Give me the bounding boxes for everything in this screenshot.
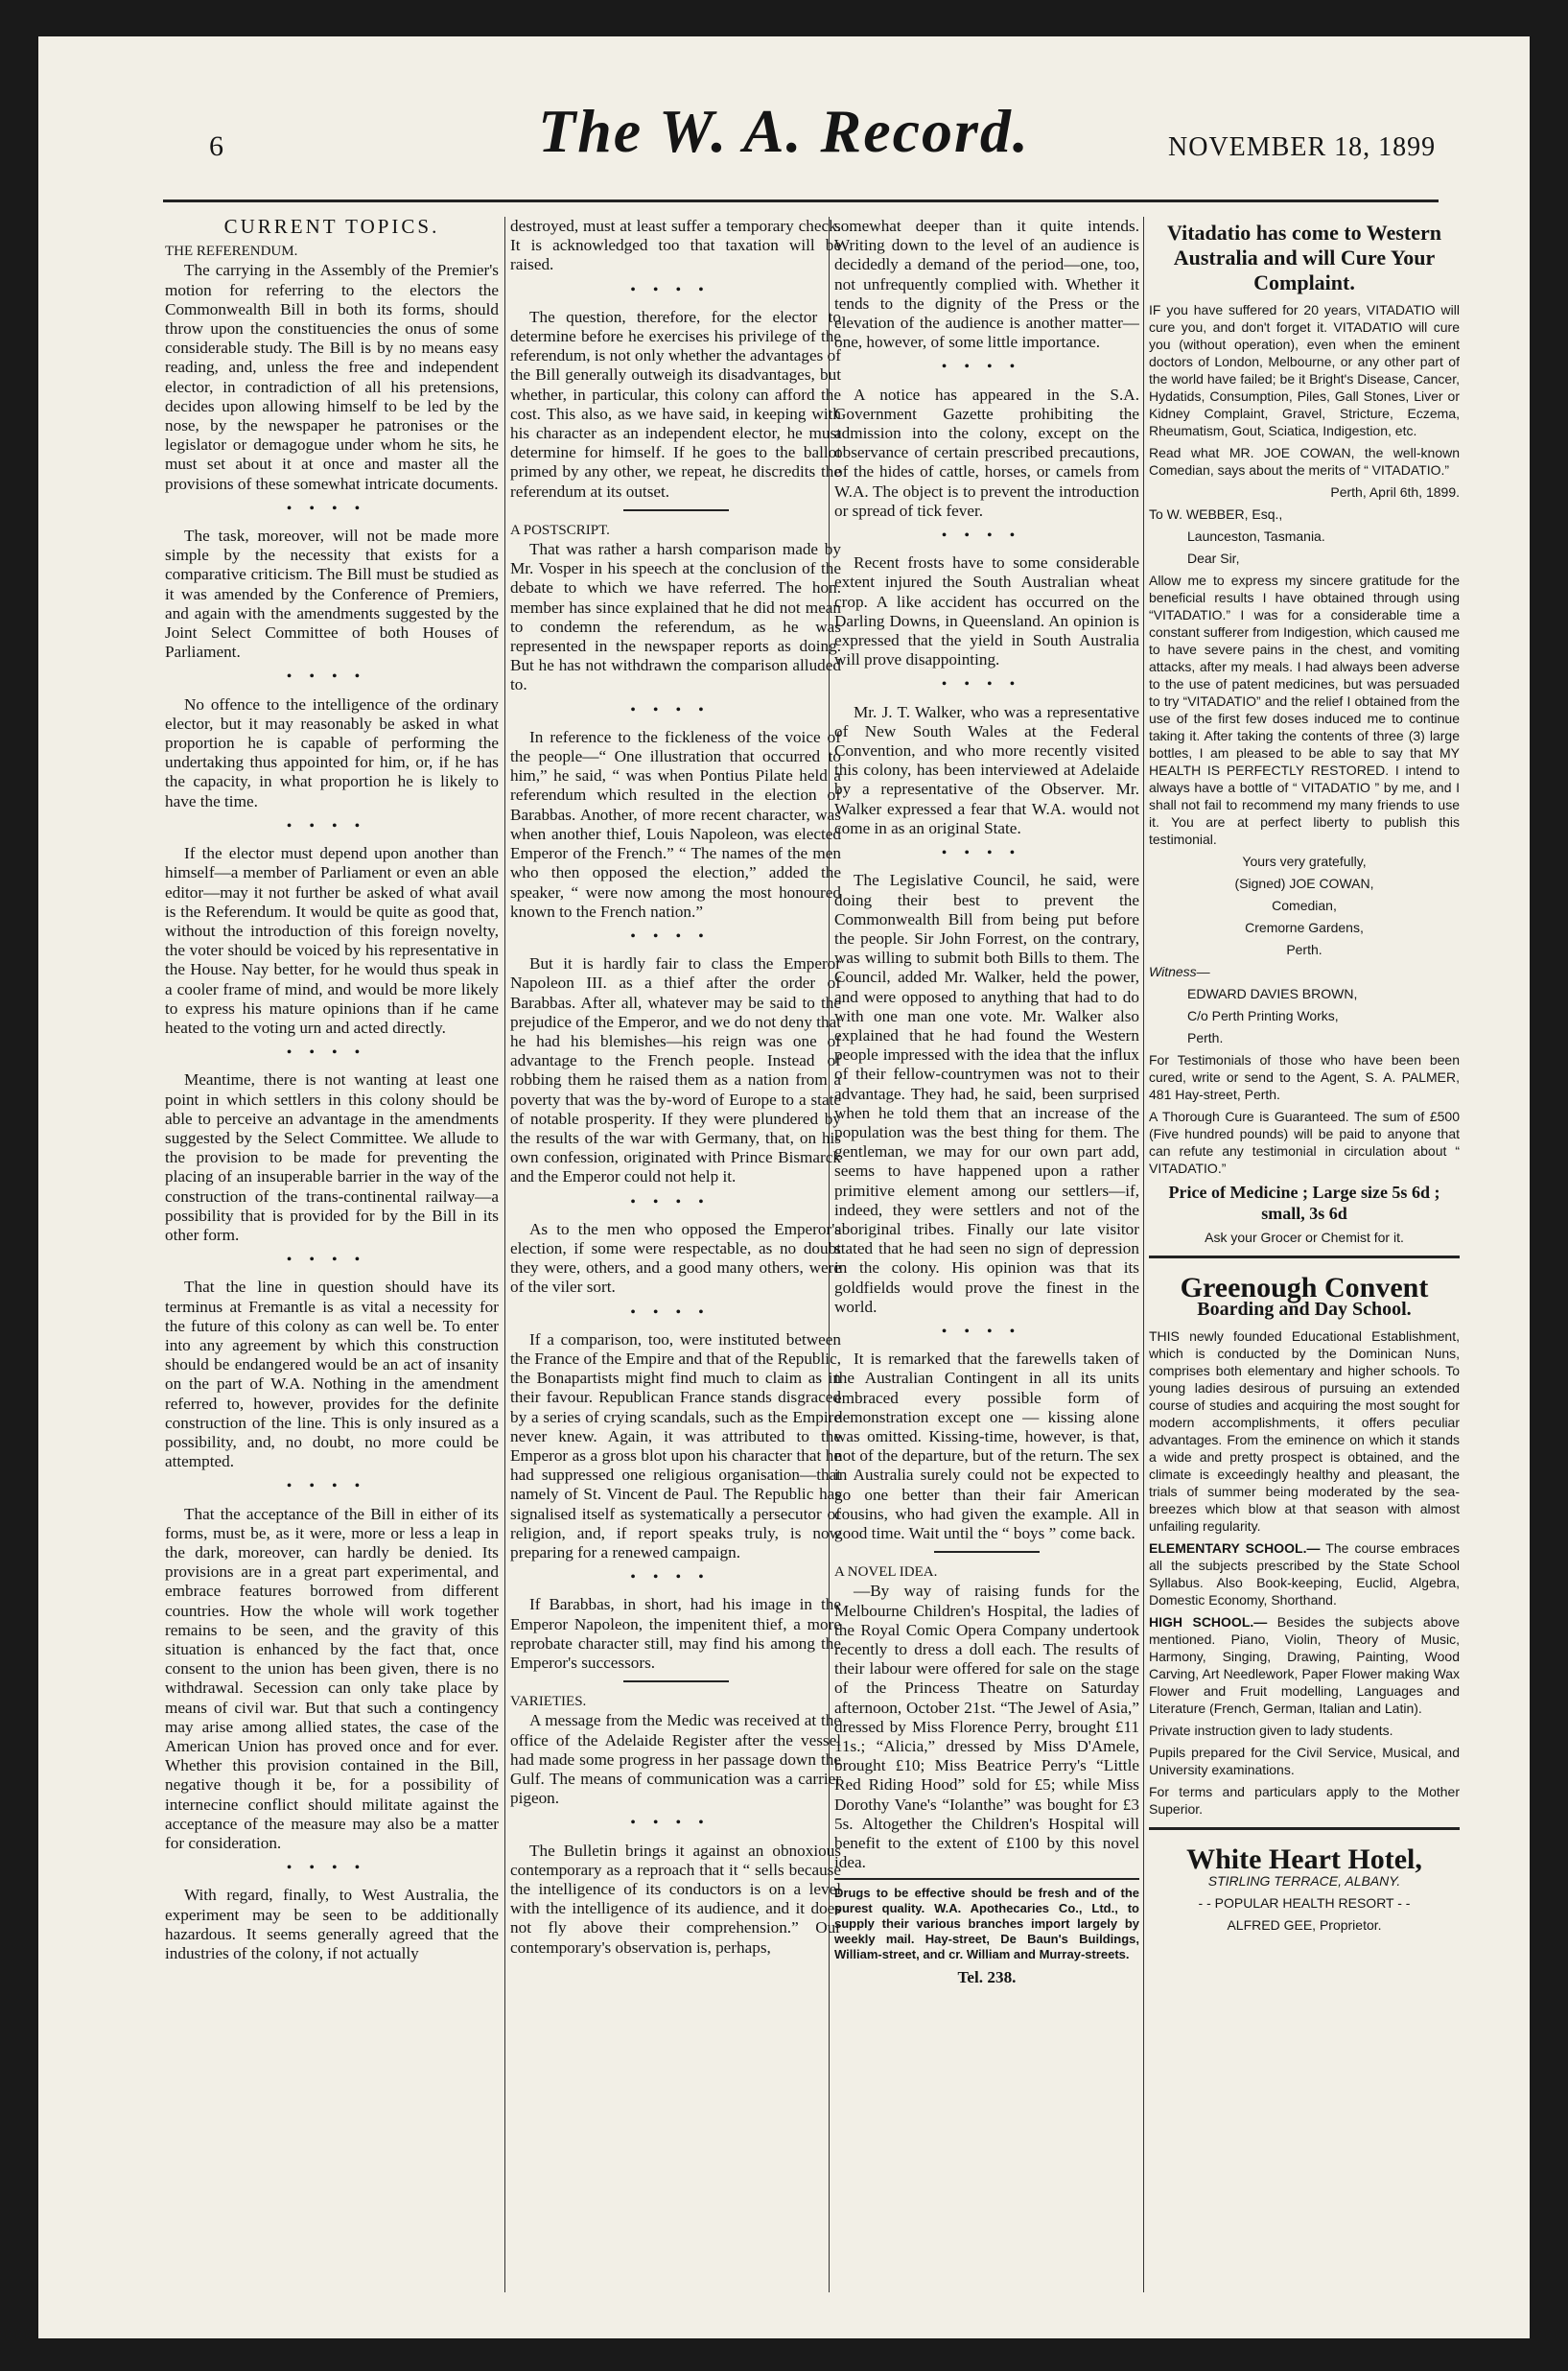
ad-title: Vitadatio has come to Western Australia and will Cure Your Complaint. (1167, 221, 1441, 294)
column-3 (834, 217, 1139, 2292)
paragraph: It is remarked that the farewells taken of the Australian Contingent in all its units embraced every possible form of demonstration except one — kissing alone was omitted. Kissing-time, however, is that, not of the departure, but of the return. The sex in Australia surely could not be expected to go one better than their fair American cousins, who had given the example. All in good time. Wait until the “ boys ” come back. (834, 1350, 1139, 1542)
separator: •••• (630, 927, 721, 945)
private-instruction: Private instruction given to lady students. (1149, 1723, 1393, 1738)
separator: •••• (286, 1252, 378, 1269)
vitadatio-ad (1149, 221, 1460, 1246)
price-line: Price of Medicine ; Large size 5s 6d ; small, 3s 6d (1168, 1183, 1440, 1223)
paragraph: As to the men who opposed the Emperor's election, if some were respectable, as no doubt they were, others, and a good many others, were of the viler sort. (510, 1219, 841, 1297)
separator: •••• (286, 500, 378, 517)
paragraph: The task, moreover, will not be made more simple by the necessity that exists for a comparative criticism. The Bill must be studied as it was amended by the Conference of Premiers, and again with the amendments suggested by the Joint Select Committee of both Houses of Parliament. (165, 527, 499, 662)
paragraph: A notice has appeared in the S.A. Government Gazette prohibiting the admission into the colony, except on the observance of certain prescribed precautions, of the hides of cattle, horses, or camels from W.A. The object is to prevent the introduction or spread of tick fever. (834, 385, 1139, 520)
column-2 (510, 217, 841, 2292)
page-number: 6 (209, 130, 223, 162)
separator: •••• (941, 845, 1033, 862)
paragraph: That was rather a harsh comparison made by Mr. Vosper in his speech at the conclusion of the debate to which we have referred. The hon. member has since explained that he did not mean to condemn the referendum, as he was represented in the newspaper reports as doing. But he has not withdrawn the comparison alluded to. (510, 540, 841, 694)
paragraph: —By way of raising funds for the Melbourne Children's Hospital, the ladies of the Royal Comic Opera Company undertook recently to dress a doll each. The results of their labour were offered for sale on the stage of the Princess Theatre on Saturday afternoon, October 21st. “The Jewel of Asia,” dressed by Miss Florence Perry, brought £11 11s.; “Alicia,” dressed by Miss D'Amele, brought £10; Miss Beatrice Perry's “Little Red Riding Hood” sold for £5; while Miss Dorothy Vane's “Iolanthe” was bought for £3 5s. Altogether the Children's Hospital will benefit to the extent of £100 by this novel idea. (834, 1582, 1139, 1872)
side-heading: VARIETIES. (510, 1694, 587, 1710)
separator: •••• (286, 669, 378, 686)
section-heading: CURRENT TOPICS. (223, 217, 440, 238)
elementary-heading: ELEMENTARY SCHOOL.— (1149, 1540, 1321, 1556)
paragraph: Meantime, there is not wanting at least one point in which settlers in this colony should be able to perceive an advantage in the amendments suggested by the Select Committee. We allude to the provision to be made for preventing the placing of an insuperable barrier in the way of the construction of the trans-continental railway—a possibility that is provided for by the Bill in its other form. (165, 1070, 499, 1244)
paragraph: The Legislative Council, he said, were doing their best to prevent the Commonwealth Bill from being put before the people. Sir John Forrest, on the contrary, was willing to submit both Bills to them. The Council, added Mr. Walker, held the power, and were opposed to anything that had to do with one man one vote. Mr. Walker also explained that he had found the Western people impressed with the idea that the influx of their fellow-countrymen was not to their advantage. They had, he said, been surprised when he told them that an increase of the population was the best thing for them. The gentleman, we may for our own part add, seems to have happened upon a rather primitive element among our settlers—if, indeed, they were settlers and not of the aboriginal tribes. Finally our late visitor stated that he had seen no sign of depression in the colony. His opinion was that its goldfields would prove the finest in the world. (834, 871, 1139, 1316)
separator: •••• (630, 1193, 721, 1210)
letter-venue: Cremorne Gardens, (1245, 920, 1364, 935)
side-heading: A NOVEL IDEA. (834, 1564, 938, 1581)
hotel-address: STIRLING TERRACE, ALBANY. (1207, 1873, 1401, 1889)
ad-title: White Heart Hotel, (1186, 1843, 1422, 1875)
paragraph: With regard, finally, to West Australia, the experiment may be seen to be additionally hazardous. It seems generally agreed that the industries of the colony, if not actually (165, 1886, 499, 1963)
column-divider (504, 217, 505, 2292)
ad-subtitle: Boarding and Day School. (1197, 1299, 1412, 1320)
paragraph: Recent frosts have to some considerable extent injured the South Australian wheat crop. A like accident has occurred on the Darling Downs, in Queensland. An opinion is expressed that the yield in South Australia will prove disappointing. (834, 553, 1139, 669)
letter-recipient: To W. WEBBER, Esq., (1149, 506, 1283, 522)
ad-body: IF you have suffered for 20 years, VITADATIO will cure you, and don't forget it. VITADATIO will cure you (without operation), even when the eminent doctors of London, Melbourne, or any other part of the world have failed; be it Bright's Disease, Cancer, Hydatids, Consumption, Piles, Gall Stones, Liver or Kidney Complaint, Gravel, Stricture, Eczema, Rheumatism, Gout, Sciatica, Indigestion, etc. (1149, 302, 1460, 438)
section-rule (934, 1551, 1040, 1553)
paragraph: destroyed, must at least suffer a temporary check. It is acknowledged too that taxation will be raised. (510, 217, 841, 274)
letter-body: Allow me to express my sincere gratitude for the beneficial results I have obtained through using “VITADATIO.” I was for a considerable time a constant sufferer from Indigestion, which caused me to have severe pains in the chest, and vomiting attacks, after my meals. I had always been adverse to the use of patent medicines, but was persuaded to try “VITADATIO” and the relief I obtained from the use of the first few doses induced me to continue taking it. After taking the contents of three (3) large bottles, I am pleased to be able to say that MY HEALTH IS PERFECTLY RESTORED. I intend to always have a bottle of “ VITADATIO ” by me, and I shall not fail to recommend my many friends to use it. You are at perfect liberty to publish this testimonial. (1149, 573, 1460, 847)
greenough-convent-ad (1149, 1256, 1460, 1818)
paragraph: A message from the Medic was received at the office of the Adelaide Register after the vessel had made some progress in her passage down the Gulf. The means of communication was a carrier pigeon. (510, 1711, 841, 1808)
elementary-text: The course embraces all the subjects prescribed by the State School Syllabus. Also Book-keeping, Euclid, Algebra, Domestic Economy, Shorthand. (1149, 1540, 1460, 1608)
separator: •••• (941, 359, 1033, 376)
column-divider (1143, 217, 1144, 2292)
separator: •••• (941, 676, 1033, 693)
newspaper-page (38, 36, 1530, 2338)
testimonial-note: For Testimonials of those who have been been cured, write or send to the Agent, S. A. PALMER, 481 Hay-street, Perth. (1149, 1052, 1460, 1102)
witness-label: Witness— (1149, 964, 1210, 979)
hotel-proprietor: ALFRED GEE, Proprietor. (1227, 1917, 1382, 1933)
column-1 (165, 217, 499, 2292)
apothecaries-notice: Drugs to be effective should be fresh and of the purest quality. W.A. Apothecaries Co., Ltd., to supply their various branches import largely by weekly mail. Hay-street, De Baun's Buildings, William-street, and cr. William and Murray-streets. (834, 1878, 1139, 1962)
letter-date: Perth, April 6th, 1899. (1330, 484, 1460, 500)
white-heart-hotel-ad (1149, 1827, 1460, 1934)
letter-recipient-town: Launceston, Tasmania. (1187, 528, 1325, 544)
paragraph: In reference to the fickleness of the voice of the people—“ One illustration that occurred to him,” he said, “ was when Pontius Pilate held a referendum which resulted in the election of Barabbas. Another, of more recent character, was when another thief, Louis Napoleon, was elected Emperor of the French.” “ The names of the men who then opposed the election,” added the speaker, “ were now among the most honoured known to the French nation.” (510, 727, 841, 921)
paragraph: But it is hardly fair to class the Emperor Napoleon III. as a thief after the order of Barabbas. After all, whatever may be said to the prejudice of the Emperor, and we do not deny that he had his blemishes—his reign was one of advantage to the French people. Instead of robbing them he raised them as a nation from a poverty that was the by-word of Europe to a state of notable prosperity. If they were plundered by the results of the war with Germany, that, on his own confession, originated with Prince Bismarck and the Emperor could not help it. (510, 954, 841, 1186)
high-school-text: Besides the subjects above mentioned. Piano, Violin, Theory of Music, Harmony, Singing, Drawing, Painting, Wood Carving, Art Needlework, Paper Flower making Wax Flower and Fruit modelling, Languages and Literature (French, German, Italian and Latin). (1149, 1614, 1460, 1716)
paragraph: The question, therefore, for the elector to determine before he exercises his privilege of the referendum, is not only whether the advantages of the Bill generally outweigh its disadvantages, but whether, in particular, this colony can afford the cost. This also, as we have said, in keeping with his character as an independent elector, he must determine for himself. If he goes to the ballot primed by any other, we repeat, he discredits the referendum at its outset. (510, 307, 841, 501)
telephone-number: Tel. 238. (957, 1968, 1017, 1987)
paragraph: If a comparison, too, were instituted between the France of the Empire and that of the Republic, the Bonapartists might find much to claim as in their favour. Republican France stands disgraced by a series of crying scandals, such as the Empire never knew. Again, it was attributed to the Emperor as a gross blot upon his character that he had suppressed one religious organisation—that namely of St. Vincent de Paul. The Republic has signalised itself as systematically a persecutor of religion, and, if report speaks truly, is now preparing for a renewed campaign. (510, 1329, 841, 1561)
separator: •••• (286, 1045, 378, 1062)
witness-city: Perth. (1187, 1030, 1224, 1045)
separator: •••• (286, 817, 378, 834)
hotel-tagline: - - POPULAR HEALTH RESORT - - (1198, 1895, 1411, 1911)
paragraph: If the elector must depend upon another than himself—a member of Parliament or even an able editor—may it not further be asked of what avail is the Referendum. It would be quite as good that, without the introduction of this foreign novelty, the voter should be voiced by his representative in the House. Nay better, for he would thus speak in a cooler frame of mind, and would be more likely to express his mature opinions than if he came heated to the voting urn and acted directly. (165, 844, 499, 1037)
paragraph: That the acceptance of the Bill in either of its forms, must be, as it were, more or less a leap in the dark, moreover, can hardly be denied. Its provisions are in a great part experimental, and embrace features borrowed from different countries. How the whole will work together remains to be seen, and the gravity of this situation is enhanced by the fact that, once consent to the union has been given, there is no withdrawal. Secession can only take place by means of civil war. But that such a contingency may arise among allied states, the case of the American Union has proved once and for ever. Whether this provision contained in the Bill, negative though it be, for a possibility of internecine conflict should militate against the acceptance of the measure may also be a matter for consideration. (165, 1504, 499, 1853)
side-heading: THE REFERENDUM. (165, 244, 298, 260)
separator: •••• (630, 281, 721, 298)
separator: •••• (941, 528, 1033, 545)
ask-line: Ask your Grocer or Chemist for it. (1205, 1230, 1404, 1245)
ad-title: Greenough Convent (1180, 1272, 1429, 1303)
separator: •••• (630, 701, 721, 718)
ad-text: Read what MR. JOE COWAN, the well-known Comedian, says about the merits of “ VITADATIO.” (1149, 445, 1460, 478)
separator: •••• (630, 1303, 721, 1321)
letter-city: Perth. (1286, 942, 1322, 957)
witness-address: C/o Perth Printing Works, (1187, 1008, 1339, 1023)
paragraph: No offence to the intelligence of the ordinary elector, but it may reasonably be asked in what proportion he is capable of performing the undertaking thus appointed for him, or, if he has the capacity, in what proportion he is likely to have the time. (165, 694, 499, 810)
high-school-heading: HIGH SCHOOL.— (1149, 1614, 1268, 1630)
masthead-rule (163, 200, 1439, 202)
letter-closing: Yours very gratefully, (1242, 854, 1367, 869)
issue-date: NOVEMBER 18, 1899 (1168, 132, 1437, 162)
side-heading: A POSTSCRIPT. (510, 522, 610, 538)
paragraph: That the line in question should have its terminus at Fremantle is as vital a necessity for the future of this colony as can well be. To enter into any agreement by which this construction should be endangered would be an act of insanity on the part of W.A. Nothing in the amendment referred to, however, provides for the definite construction of the line. This is only insured as a possibility, and, no doubt, no more could be attempted. (165, 1278, 499, 1471)
separator: •••• (630, 1569, 721, 1586)
paragraph: somewhat deeper than it quite intends. Writing down to the level of an audience is decidedly a demand of the period—one, too, not unfrequently complied with. Whether it tends to the dignity of the Press or the elevation of the audience is another matter—one, however, of some little importance. (834, 217, 1139, 352)
newspaper-title: The W. A. Record. (538, 97, 1030, 165)
column-4-ads (1149, 217, 1460, 2292)
paragraph: The carrying in the Assembly of the Premier's motion for referring to the electors the Commonwealth Bill in both its forms, should throw upon the constituencies the onus of some considerable study. The Bill is by no means easy reading, and, unless the free and independent elector, in contradiction of all his pretensions, decides upon allowing himself to be led by the nose, by the newspaper he patronises or the legislator or demagogue under whom he sits, he must set about it at once and master all the provisions of these somewhat intricate documents. (165, 261, 499, 493)
section-rule (623, 1680, 729, 1682)
paragraph: The Bulletin brings it against an obnoxious contemporary as a reproach that it “ sells because the intelligence of its conductors is on a level with the intelligence of its audience, and it does not fly above their comprehension.” Our contemporary's observation is, perhaps, (510, 1841, 841, 1957)
section-rule (623, 509, 729, 511)
separator: •••• (630, 1815, 721, 1832)
exam-prep: Pupils prepared for the Civil Service, Musical, and University examinations. (1149, 1745, 1460, 1777)
letter-salutation: Dear Sir, (1187, 551, 1240, 566)
witness-name: EDWARD DAVIES BROWN, (1187, 986, 1358, 1001)
separator: •••• (941, 1323, 1033, 1340)
paragraph: Mr. J. T. Walker, who was a representative of New South Wales at the Federal Convention, and who more recently visited this colony, has been interviewed at Adelaide by a representative of the Observer. Mr. Walker expressed a fear that W.A. would not come in as an original State. (834, 702, 1139, 837)
separator: •••• (286, 1478, 378, 1495)
letter-signature: (Signed) JOE COWAN, (1234, 876, 1374, 891)
letter-role: Comedian, (1272, 898, 1337, 913)
ad-body: THIS newly founded Educational Establishment, which is conducted by the Dominican Nuns, comprises both elementary and higher schools. To young ladies desirous of pursuing an extended course of studies and acquiring the most sought for modern accomplishments, it offers peculiar advantages. From the eminence on which it stands a wide and pretty prospect is obtained, and the climate is exceedingly healthy and pleasant, the trials of summer being moderated by the sea-breezes which blow at that season with almost unfailing regularity. (1149, 1328, 1460, 1534)
separator: •••• (286, 1860, 378, 1877)
guarantee: A Thorough Cure is Guaranteed. The sum of £500 (Five hundred pounds) will be paid to anyone that can refute any testimonial in circulation about “ VITADATIO.” (1149, 1109, 1460, 1176)
paragraph: If Barabbas, in short, had his image in the Emperor Napoleon, the impenitent thief, a more reprobate character still, may find his among the Emperor's successors. (510, 1595, 841, 1673)
terms-note: For terms and particulars apply to the Mother Superior. (1149, 1784, 1460, 1817)
